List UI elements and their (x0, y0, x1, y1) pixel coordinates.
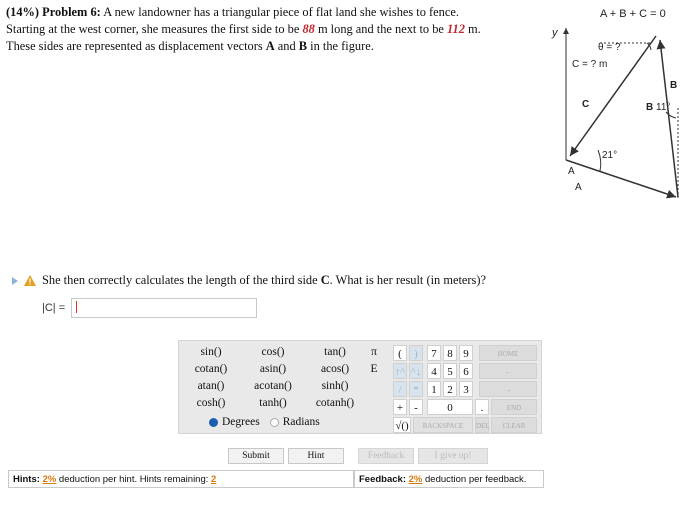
radians-radio[interactable] (270, 418, 279, 427)
del-button[interactable]: DEL (475, 417, 489, 433)
problem-statement (6, 4, 536, 55)
cotanh-button[interactable]: cotanh() (315, 397, 355, 409)
tan-button[interactable]: tan() (324, 346, 346, 358)
play-icon[interactable] (12, 277, 18, 285)
answer-row (42, 298, 257, 318)
hints-remaining: 2 (211, 474, 217, 485)
rparen-button[interactable]: ) (409, 345, 423, 361)
digit-1[interactable]: 1 (427, 381, 441, 397)
digit-2[interactable]: 2 (443, 381, 457, 397)
text-caret (76, 301, 77, 313)
y-axis-label: y (552, 27, 558, 39)
a-label-2: A (575, 182, 582, 193)
minus-button[interactable]: - (409, 399, 423, 415)
hints-bar (8, 470, 354, 488)
pi-button[interactable]: π (371, 346, 377, 358)
home-button[interactable]: HOME (479, 345, 537, 361)
answer-input[interactable] (71, 298, 257, 318)
multiply-button[interactable]: * (409, 381, 423, 397)
up-arrow-button[interactable]: ↑^ (393, 363, 407, 379)
hints-pct: 2% (42, 474, 57, 485)
angle-mode (209, 416, 320, 428)
c-magnitude-label: C = ? m (572, 59, 608, 70)
hints-text: deduction per hint. Hints remaining: (56, 474, 212, 485)
theta-label: θ = ? (598, 42, 621, 53)
tanh-button[interactable]: tanh() (259, 397, 287, 409)
digit-4[interactable]: 4 (427, 363, 441, 379)
digit-8[interactable]: 8 (443, 345, 457, 361)
lparen-button[interactable]: ( (393, 345, 407, 361)
vector-b-label: B (298, 39, 308, 53)
question-text (42, 273, 486, 288)
problem-text-3b: and (274, 39, 299, 53)
feedback-label: Feedback: (359, 474, 406, 485)
calculator-panel (178, 340, 542, 434)
problem-text-3c: in the figure. (307, 39, 374, 53)
problem-weight: (14%) (6, 5, 40, 19)
problem-label: Problem 6: (42, 5, 101, 19)
submit-button[interactable]: Submit (228, 448, 284, 464)
sin-button[interactable]: sin() (200, 346, 222, 358)
digit-6[interactable]: 6 (459, 363, 473, 379)
degrees-radio[interactable] (209, 418, 218, 427)
cos-button[interactable]: cos() (261, 346, 285, 358)
b-label-side: B (646, 102, 654, 113)
first-side-value: 88 (302, 22, 315, 36)
give-up-button[interactable]: I give up! (418, 448, 488, 464)
a-label-1: A (568, 166, 575, 177)
angle-21-label: 21° (602, 150, 618, 161)
atan-button[interactable]: atan() (197, 380, 225, 392)
radians-label: Radians (282, 416, 320, 428)
b-label-top: B (670, 80, 678, 91)
vector-c-line (570, 36, 656, 156)
problem-text-1: A new landowner has a triangular piece of flat land she wishes to fence. (103, 5, 459, 19)
angle-11-label: 11° (656, 102, 671, 113)
hint-button[interactable]: Hint (288, 448, 344, 464)
dot-button[interactable]: . (475, 399, 489, 415)
feedback-pct: 2% (408, 474, 423, 485)
triangle-figure (548, 0, 700, 210)
vector-b-line (660, 40, 678, 197)
acotan-button[interactable]: acotan() (254, 380, 292, 392)
backspace-button[interactable]: BACKSPACE (413, 417, 473, 433)
question-text-a: She then correctly calculates the length of the third side (42, 273, 321, 287)
vector-equation: A + B + C = 0 (600, 8, 666, 20)
vector-a-label: A (265, 39, 275, 53)
feedback-text: deduction per feedback. (422, 474, 527, 485)
sqrt-button[interactable]: √() (393, 417, 411, 433)
sinh-button[interactable]: sinh() (321, 380, 349, 392)
problem-text-2b: m long and the next to be (314, 22, 447, 36)
problem-text-2c: m. (464, 22, 481, 36)
cotan-button[interactable]: cotan() (194, 363, 228, 375)
digit-0[interactable]: 0 (427, 399, 473, 415)
question-line (12, 273, 486, 288)
angle-arc-21 (598, 150, 601, 171)
plus-button[interactable]: + (393, 399, 407, 415)
hints-label: Hints: (13, 474, 40, 485)
c-label: C (582, 99, 590, 110)
vector-a-line (566, 160, 676, 197)
clear-button[interactable]: CLEAR (491, 417, 537, 433)
acos-button[interactable]: acos() (320, 363, 350, 375)
end-button[interactable]: END (491, 399, 537, 415)
down-arrow-button[interactable]: ^↓ (409, 363, 423, 379)
cosh-button[interactable]: cosh() (196, 397, 226, 409)
e-button[interactable]: E (370, 363, 378, 375)
question-text-b: C (320, 273, 330, 287)
asin-button[interactable]: asin() (259, 363, 287, 375)
warning-icon (24, 275, 36, 286)
question-text-c: . What is her result (in meters)? (329, 273, 486, 287)
divide-button[interactable]: / (393, 381, 407, 397)
problem-text-3a: These sides are represented as displacement vectors (6, 39, 266, 53)
feedback-bar (354, 470, 544, 488)
second-side-value: 112 (446, 22, 465, 36)
digit-5[interactable]: 5 (443, 363, 457, 379)
right-arrow-button[interactable]: → (479, 381, 537, 397)
feedback-button[interactable]: Feedback (358, 448, 414, 464)
degrees-label: Degrees (222, 416, 260, 428)
digit-9[interactable]: 9 (459, 345, 473, 361)
left-arrow-button[interactable]: ← (479, 363, 537, 379)
digit-7[interactable]: 7 (427, 345, 441, 361)
problem-text-2a: Starting at the west corner, she measures the first side to be (6, 22, 303, 36)
answer-label: |C| = (42, 302, 66, 314)
digit-3[interactable]: 3 (459, 381, 473, 397)
